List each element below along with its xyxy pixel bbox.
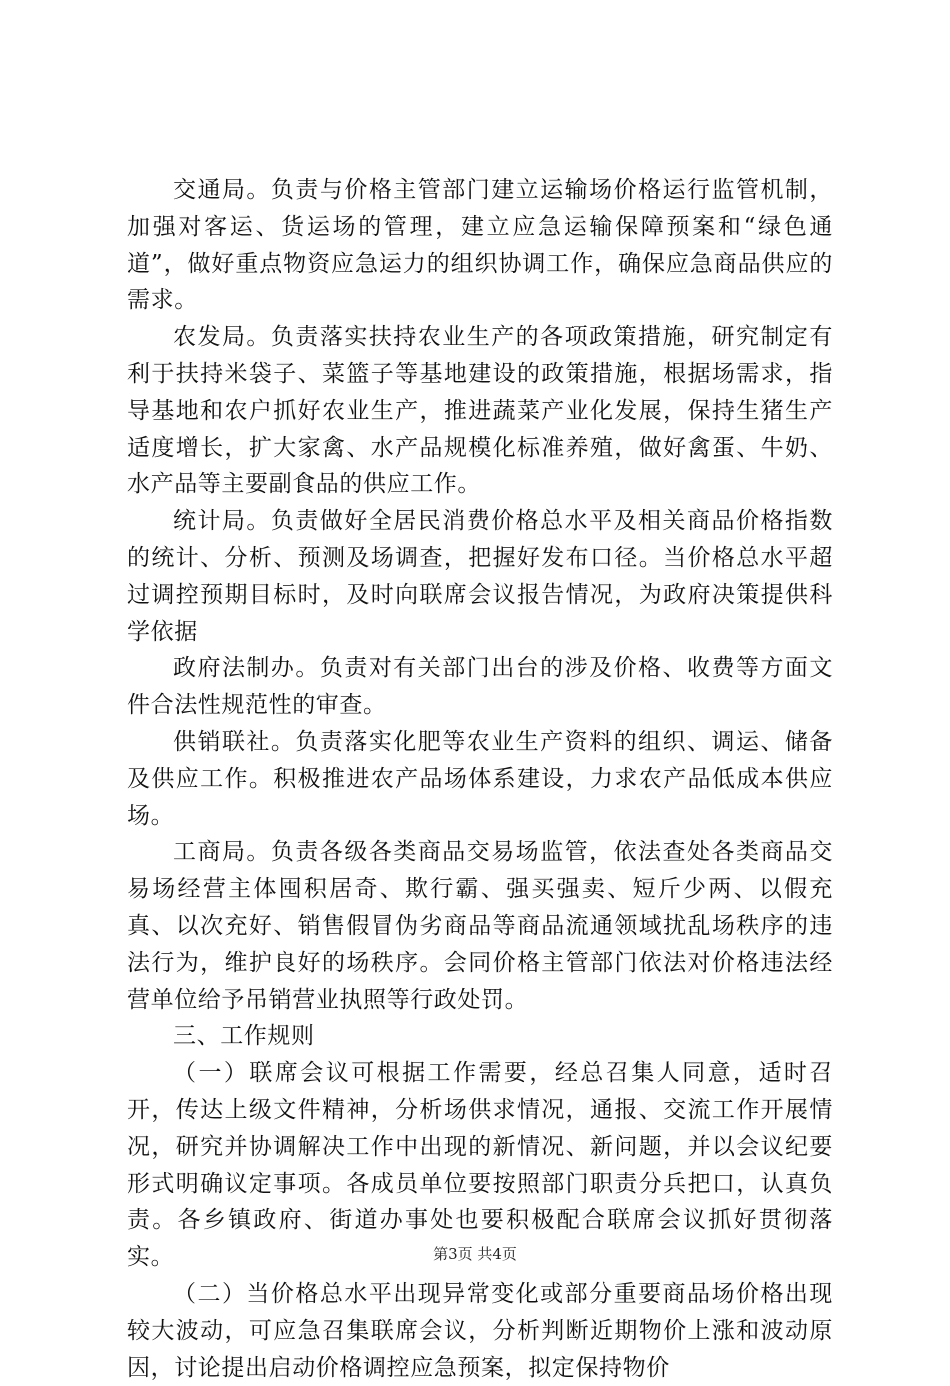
paragraph-rule-two: （二）当价格总水平出现异常变化或部分重要商品场价格出现较大波动，可应急召集联席会议，分析判断近期物价上涨和波动原因，讨论提出启动价格调控应急预案，拟定保持物价 bbox=[127, 1280, 833, 1381]
document-body bbox=[127, 172, 833, 1386]
section-heading-work-rules: 三、工作规则 bbox=[173, 1023, 315, 1050]
paragraph-agriculture-bureau: 农发局。负责落实扶持农业生产的各项政策措施，研究制定有利于扶持米袋子、菜篮子等基地建设的政策措施，根据场需求，指导基地和农户抓好农业生产，推进蔬菜产业化发展，保持生猪生产适度增长，扩大家禽、水产品规模化标准养殖，做好禽蛋、牛奶、水产品等主要副食品的供应工作。 bbox=[127, 324, 833, 498]
paragraph-rule-one: （一）联席会议可根据工作需要，经总召集人同意，适时召开，传达上级文件精神，分析场供求情况，通报、交流工作开展情况，研究并协调解决工作中出现的新情况、新问题，并以会议纪要形式明确议定事项。各成员单位要按照部门职责分兵把口，认真负责。各乡镇政府、街道办事处也要积极配合联席会议抓好贯彻落实。 bbox=[127, 1060, 833, 1271]
paragraph-supply-cooperative: 供销联社。负责落实化肥等农业生产资料的组织、调运、储备及供应工作。积极推进农产品场体系建设，力求农产品低成本供应场。 bbox=[127, 728, 833, 829]
page-number-footer: 第3页 共4页 bbox=[433, 1245, 517, 1263]
paragraph-statistics-bureau: 统计局。负责做好全居民消费价格总水平及相关商品价格指数的统计、分析、预测及场调查，把握好发布口径。当价格总水平超过调控预期目标时，及时向联席会议报告情况，为政府决策提供科学依据 bbox=[127, 508, 833, 645]
paragraph-legal-office: 政府法制办。负责对有关部门出台的涉及价格、收费等方面文件合法性规范性的审查。 bbox=[127, 655, 833, 719]
paragraph-transport-bureau: 交通局。负责与价格主管部门建立运输场价格运行监管机制，加强对客运、货运场的管理，建立应急运输保障预案和“绿色通道”，做好重点物资应急运力的组织协调工作，确保应急商品供应的需求。 bbox=[127, 177, 833, 314]
paragraph-industry-commerce-bureau: 工商局。负责各级各类商品交易场监管，依法查处各类商品交易场经营主体囤积居奇、欺行霸、强买强卖、短斤少两、以假充真、以次充好、销售假冒伪劣商品等商品流通领域扰乱场秩序的违法行为，维护良好的场秩序。会同价格主管部门依法对价格违法经营单位给予吊销营业执照等行政处罚。 bbox=[127, 839, 833, 1013]
